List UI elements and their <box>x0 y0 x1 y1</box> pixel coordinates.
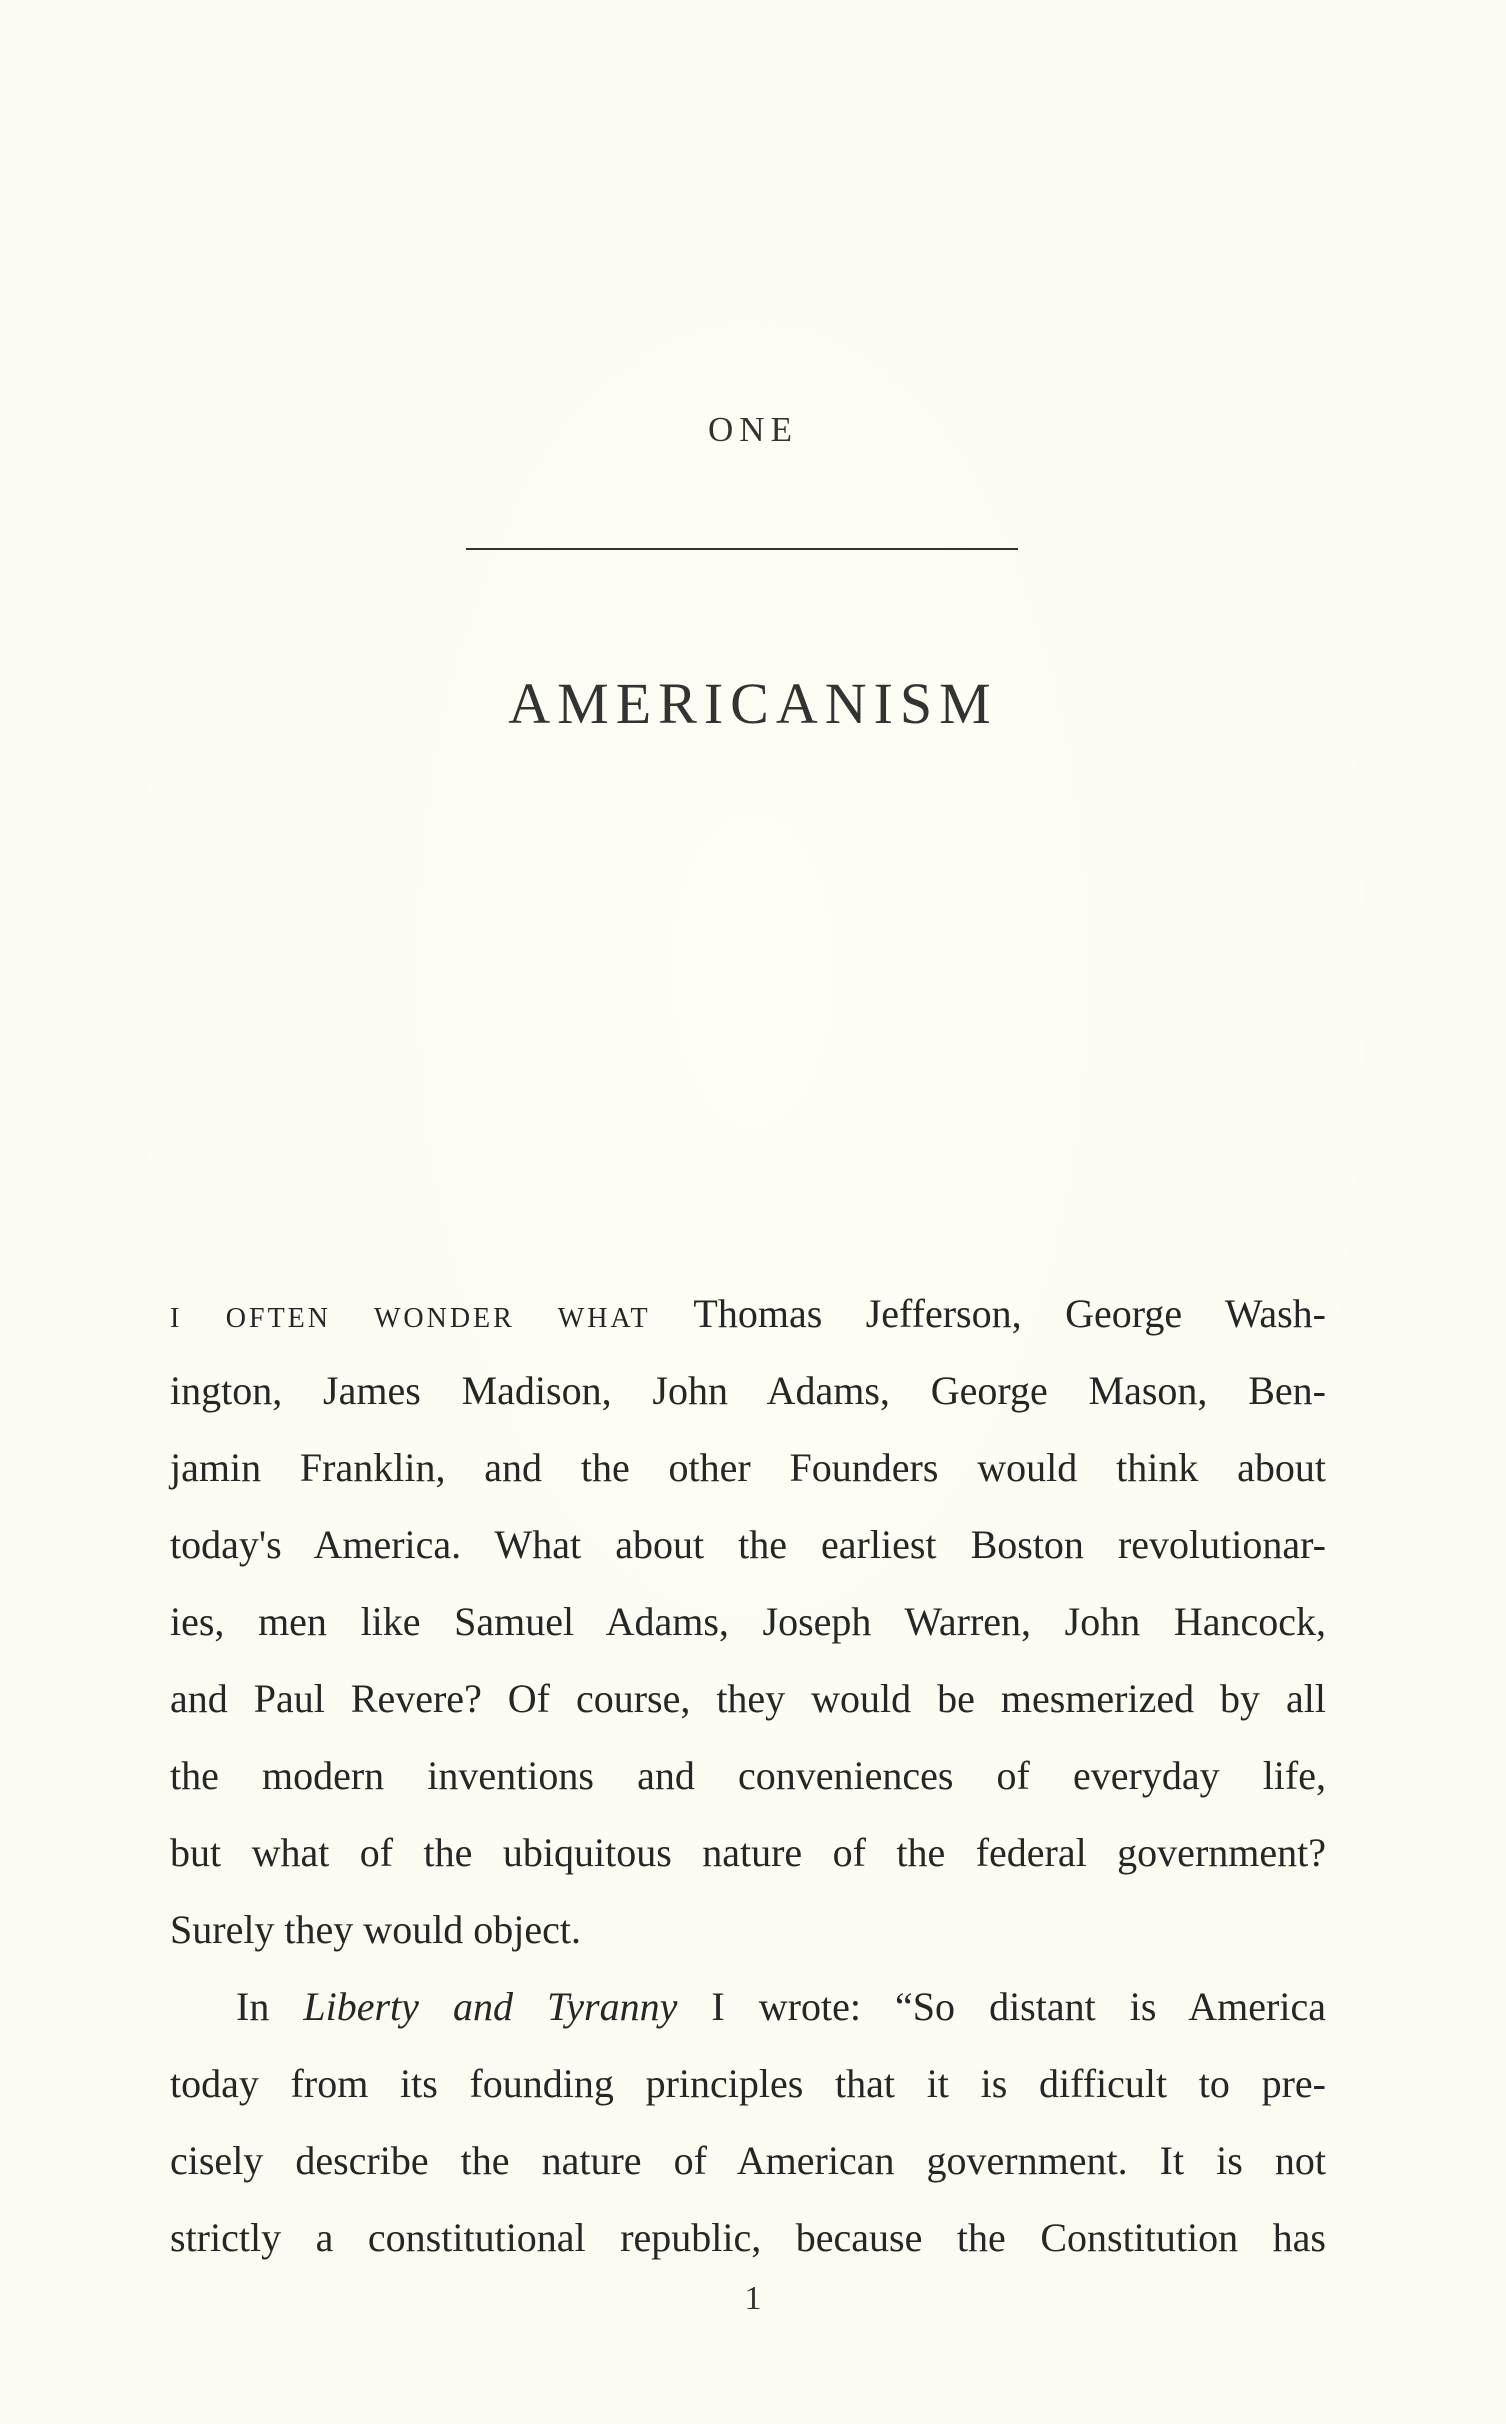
text-line: strictly a constitutional republic, because the Constitution has <box>170 2215 1326 2260</box>
book-title-italic: Tyranny <box>547 1984 678 2029</box>
book-title-italic: and <box>418 1984 548 2029</box>
text-line: ies, men like Samuel Adams, Joseph Warren, John Hancock, <box>170 1599 1326 1644</box>
chapter-number: ONE <box>708 410 798 449</box>
line-text: I wrote: “So distant is America <box>677 1984 1326 2029</box>
text-line: but what of the ubiquitous nature of the federal government? <box>170 1830 1326 1875</box>
text-line <box>170 1968 1326 2045</box>
text-line: cisely describe the nature of American government. It is not <box>170 2138 1326 2183</box>
page-number: 1 <box>744 2280 762 2317</box>
text-line: and Paul Revere? Of course, they would be mesmerized by all <box>170 1676 1326 1721</box>
text-line <box>170 1275 1326 1352</box>
book-title-italic: Liberty <box>303 1984 419 2029</box>
lead-in-small-caps: I OFTEN WONDER WHAT <box>170 1303 651 1334</box>
chapter-divider-rule <box>466 548 1018 550</box>
line-text: Thomas Jefferson, George Wash- <box>650 1291 1327 1336</box>
text-line: the modern inventions and conveniences of everyday life, <box>170 1753 1326 1798</box>
text-line: today from its founding principles that it is difficult to pre- <box>170 2061 1326 2106</box>
text-line: today's America. What about the earliest Boston revolutionar- <box>170 1522 1326 1567</box>
text-line: jamin Franklin, and the other Founders would think about <box>170 1445 1326 1490</box>
text-line: Surely they would object. <box>170 1907 582 1952</box>
chapter-title: AMERICANISM <box>508 671 998 736</box>
text-line: ington, James Madison, John Adams, George Mason, Ben- <box>170 1368 1326 1413</box>
body-text <box>170 1275 1326 2276</box>
line-text: In <box>236 1984 304 2029</box>
